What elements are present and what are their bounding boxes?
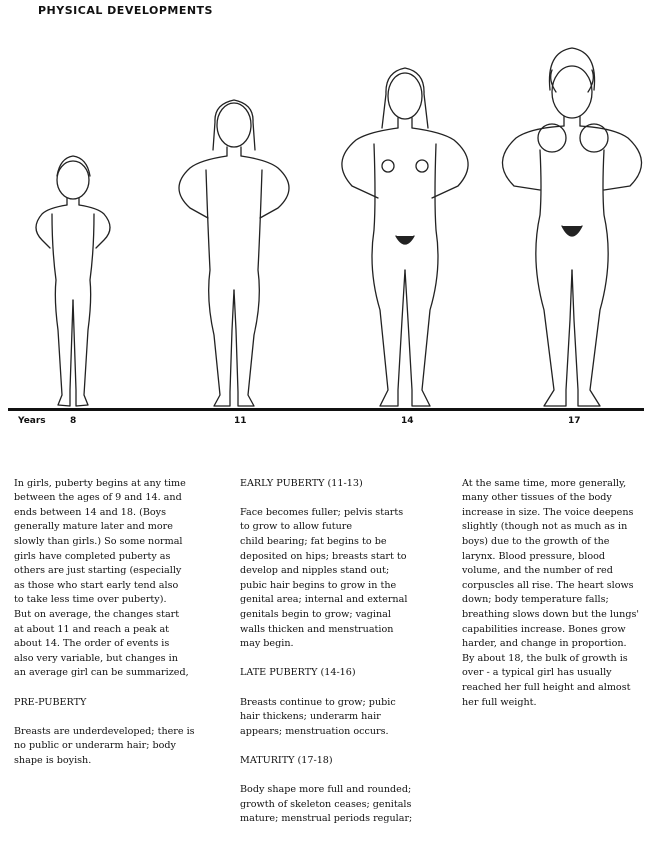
text-column-2	[240, 462, 462, 841]
page-header: PHYSICAL DEVELOPMENTS	[38, 4, 213, 17]
text-column-3	[462, 462, 650, 725]
intro-paragraph: In girls, puberty begins at any time between the ages of 9 and 14. and ends between 14 and 18. (Boys generally mature later and more slowly than girls.) So some normal girls have completed puberty as others are just starting (especially as those who start early tend also to take less time over puberty). But on average, the changes start at about 11 and reach a peak at about 14. The order of events is also very variable, but changes in an average girl can be summarized,	[14, 477, 189, 679]
late-puberty-text: Breasts continue to grow; pubic hair thickens; underarm hair appears; menstruation occurs.	[240, 696, 396, 737]
pre-puberty-heading: PRE-PUBERTY	[14, 696, 87, 708]
text-column-1	[14, 462, 236, 783]
age-label-11: 11	[234, 416, 247, 426]
early-puberty-text: Face becomes fuller; pelvis starts to grow to allow future child bearing; fat begins to be deposited on hips; breasts start to develop and nipples stand out; pubic hair begins to grow in the genital area; internal and external genitals begin to grow; vaginal walls thicken and menstruation may begin.	[240, 506, 408, 650]
pre-puberty-text: Breasts are underdeveloped; there is no public or underarm hair; body shape is boyish.	[14, 725, 195, 766]
figure-age-11	[179, 100, 289, 406]
early-puberty-heading: EARLY PUBERTY (11-13)	[240, 477, 363, 489]
age-label-8: 8	[70, 416, 77, 426]
figure-age-14	[342, 68, 468, 406]
general-changes-paragraph: At the same time, more generally, many other tissues of the body increase in size. The voice deepens slightly (though not as much as in boys) due to the growth of the larynx. Blood pressure, blood volume, and the number of red corpuscles all rise. The heart slows down; body temperature falls; breathing slows down but the lungs' capabilities increase. Bones grow harder, and change in proportion. By about 18, the bulk of growth is over - a typical girl has usually reached her full height and almost her full weight.	[462, 477, 640, 708]
figure-age-8	[36, 156, 110, 406]
timeline-baseline	[8, 408, 644, 411]
development-figures-illustration	[0, 0, 656, 420]
timeline-axis-label: Years	[18, 416, 46, 426]
maturity-heading: MATURITY (17-18)	[240, 754, 333, 766]
maturity-text: Body shape more full and rounded; growth of skeleton ceases; genitals mature; menstrual periods regular;	[240, 784, 413, 825]
late-puberty-heading: LATE PUBERTY (14-16)	[240, 667, 356, 679]
age-label-17: 17	[568, 416, 581, 426]
age-label-14: 14	[401, 416, 414, 426]
figure-age-17	[502, 48, 641, 406]
